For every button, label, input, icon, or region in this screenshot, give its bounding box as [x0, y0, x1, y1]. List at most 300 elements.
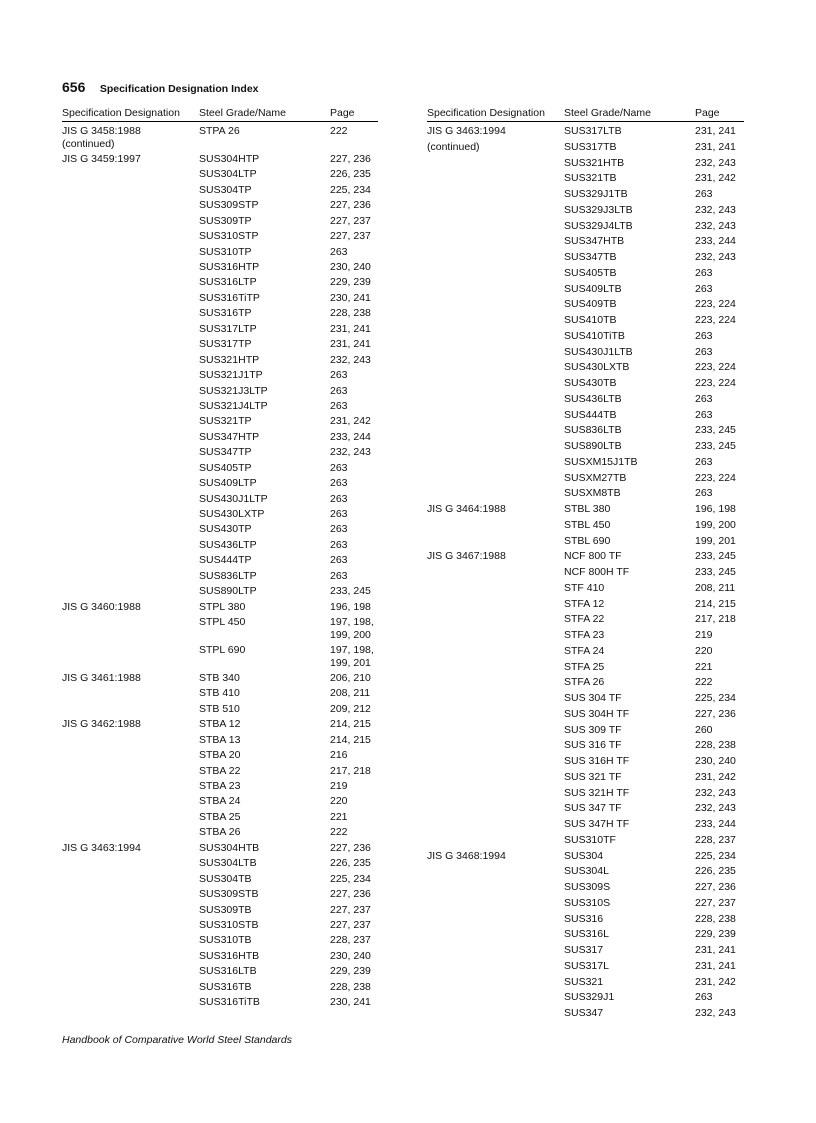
row-spec-designation — [62, 477, 199, 492]
row-steel-grade: SUS409LTB — [564, 282, 622, 295]
row-spec-designation — [62, 215, 199, 230]
row-spec-designation — [427, 708, 564, 724]
row-page: 263 — [330, 492, 348, 505]
row-spec-designation — [62, 415, 199, 430]
row-spec-designation — [62, 230, 199, 245]
row-spec-designation — [427, 298, 564, 314]
row-page: 232, 243 — [330, 446, 371, 459]
row-spec-designation — [427, 645, 564, 661]
row-spec-designation — [62, 184, 199, 199]
row-steel-grade: STFA 25 — [564, 660, 605, 673]
row-steel-grade: STBA 13 — [199, 733, 241, 746]
row-steel-grade: SUS836LTP — [199, 569, 257, 582]
row-steel-grade: STFA 22 — [564, 613, 605, 626]
row-page: 223, 224 — [695, 361, 736, 374]
row-page: 229, 239 — [695, 928, 736, 941]
header-steel-grade: Steel Grade/Name — [564, 107, 651, 119]
row-spec-designation — [62, 246, 199, 261]
index-row — [427, 535, 744, 551]
index-row — [427, 550, 744, 566]
row-spec-designation — [427, 424, 564, 440]
row-spec-designation: JIS G 3460:1988 — [62, 600, 141, 613]
row-page: 263 — [330, 523, 348, 536]
row-spec-designation — [62, 950, 199, 965]
header-page: Page — [330, 107, 355, 119]
row-spec-designation — [427, 487, 564, 503]
row-page: 206, 210 — [330, 671, 371, 684]
row-spec-designation — [62, 934, 199, 949]
index-row — [427, 566, 744, 582]
index-row — [427, 1007, 744, 1023]
row-page: 214, 215 — [330, 718, 371, 731]
row-steel-grade: SUS309STB — [199, 888, 259, 901]
index-row — [427, 598, 744, 614]
index-row — [427, 897, 744, 913]
index-row — [62, 718, 378, 733]
row-spec-designation — [427, 330, 564, 346]
index-row — [427, 676, 744, 692]
index-row — [427, 645, 744, 661]
index-row — [427, 755, 744, 771]
row-spec-designation — [62, 996, 199, 1011]
row-page: 263 — [330, 461, 348, 474]
row-steel-grade: SUS347HTB — [564, 235, 625, 248]
row-spec-designation — [427, 897, 564, 913]
row-steel-grade: SUS329J1TB — [564, 188, 628, 200]
row-steel-grade: SUS321J4LTP — [199, 399, 268, 412]
row-page: 227, 236 — [330, 841, 371, 854]
row-page: 223, 224 — [695, 377, 736, 389]
row-page: 233, 244 — [695, 235, 736, 248]
row-steel-grade: SUS321J3LTP — [199, 384, 268, 397]
index-row — [62, 215, 378, 230]
row-spec-designation — [427, 976, 564, 992]
row-page: 233, 244 — [330, 430, 371, 443]
index-row — [62, 246, 378, 261]
row-page: 263 — [695, 991, 713, 1004]
row-page: 227, 236 — [330, 199, 371, 212]
index-row — [427, 188, 744, 204]
row-steel-grade: SUS310TP — [199, 245, 252, 258]
row-page: 219 — [695, 629, 713, 641]
row-page: 233, 245 — [695, 550, 736, 563]
index-row — [62, 369, 378, 384]
row-steel-grade: SUS309TB — [199, 903, 252, 916]
row-steel-grade: SUS 347H TF — [564, 818, 630, 830]
index-row — [62, 446, 378, 461]
index-row — [62, 934, 378, 949]
row-steel-grade: SUS436LTB — [564, 392, 622, 405]
row-spec-designation — [427, 361, 564, 377]
row-steel-grade: SUS329J4LTB — [564, 219, 633, 232]
index-row — [427, 220, 744, 236]
row-spec-designation — [427, 881, 564, 897]
row-page: 226, 235 — [695, 865, 736, 878]
row-steel-grade: SUS890LTP — [199, 585, 257, 598]
row-spec-designation — [62, 508, 199, 523]
row-spec-designation — [427, 346, 564, 362]
row-spec-designation — [427, 613, 564, 629]
row-page: 221 — [695, 660, 713, 673]
row-spec-designation — [62, 462, 199, 477]
row-page: 220 — [330, 795, 348, 808]
row-page: 263 — [330, 554, 348, 567]
row-steel-grade: SUS444TP — [199, 554, 252, 567]
row-page: 196, 198 — [695, 503, 736, 515]
row-spec-designation — [427, 661, 564, 677]
row-steel-grade: SUS347TP — [199, 446, 252, 459]
row-page: 227, 237 — [330, 214, 371, 227]
row-page: 232, 243 — [695, 156, 736, 169]
row-page: 233, 245 — [695, 566, 736, 578]
row-page: 263 — [330, 369, 348, 382]
index-row — [62, 539, 378, 554]
index-row — [62, 184, 378, 199]
row-page: 222 — [695, 676, 713, 689]
row-steel-grade: SUS 316H TF — [564, 755, 630, 767]
row-spec-designation — [427, 582, 564, 598]
row-page: 263 — [695, 487, 713, 500]
index-row — [427, 708, 744, 724]
row-page: 263 — [695, 329, 713, 342]
row-steel-grade: SUS309TP — [199, 214, 252, 227]
index-row — [427, 834, 744, 850]
index-row — [62, 919, 378, 934]
index-row — [62, 749, 378, 764]
row-steel-grade: STBL 450 — [564, 518, 611, 531]
row-steel-grade: SUS410TiTB — [564, 329, 625, 342]
row-spec-designation — [62, 873, 199, 888]
row-spec-designation — [427, 991, 564, 1007]
row-page: 223, 224 — [695, 314, 736, 326]
row-steel-grade: SUS317 — [564, 944, 604, 956]
index-row — [62, 644, 378, 672]
row-steel-grade: SUS430J1LTB — [564, 345, 633, 358]
row-page: 229, 239 — [330, 276, 371, 289]
index-row — [427, 818, 744, 834]
row-page: 230, 241 — [330, 996, 371, 1009]
row-page: 199, 201 — [695, 534, 736, 547]
row-steel-grade: SUS 304H TF — [564, 707, 630, 720]
row-spec-designation — [427, 755, 564, 771]
index-row — [427, 724, 744, 740]
row-spec-designation — [427, 235, 564, 251]
row-spec-designation — [427, 220, 564, 236]
row-page: 225, 234 — [695, 692, 736, 704]
index-row — [427, 251, 744, 267]
row-spec-designation — [427, 724, 564, 740]
row-spec-designation — [62, 539, 199, 554]
row-steel-grade: SUS405TB — [564, 266, 617, 279]
right-index-rows — [427, 122, 744, 1023]
row-page: 227, 236 — [330, 152, 371, 165]
header-page: Page — [695, 107, 720, 119]
row-spec-designation — [427, 377, 564, 393]
row-steel-grade: STBA 24 — [199, 795, 241, 808]
index-row — [427, 802, 744, 818]
index-row — [427, 881, 744, 897]
row-spec-designation — [427, 629, 564, 645]
row-page: 232, 243 — [695, 203, 736, 216]
row-page: 231, 241 — [695, 944, 736, 956]
row-page: 232, 243 — [695, 786, 736, 799]
row-spec-designation: (continued) — [427, 140, 480, 153]
row-spec-designation — [427, 172, 564, 188]
row-page: 214, 215 — [695, 597, 736, 610]
row-page: 230, 240 — [695, 755, 736, 767]
row-steel-grade: SUS317LTP — [199, 322, 257, 335]
row-page: 231, 242 — [330, 415, 371, 428]
row-page: 263 — [695, 282, 713, 295]
row-page: 197, 198, 199, 200 — [330, 616, 374, 641]
row-page: 209, 212 — [330, 702, 371, 715]
index-row — [62, 276, 378, 291]
row-spec-designation — [427, 566, 564, 582]
row-page: 231, 241 — [330, 322, 371, 335]
index-row — [427, 409, 744, 425]
row-spec-designation — [427, 802, 564, 818]
index-row — [62, 888, 378, 903]
row-steel-grade: SUS 347 TF — [564, 802, 622, 815]
row-spec-designation — [62, 354, 199, 369]
row-spec-designation — [427, 283, 564, 299]
row-page: 214, 215 — [330, 733, 371, 746]
row-spec-designation: JIS G 3463:1994 — [427, 125, 506, 137]
row-steel-grade: SUS321HTP — [199, 353, 260, 366]
header-spec-designation: Specification Designation — [62, 107, 180, 119]
row-page: 263 — [695, 266, 713, 279]
row-spec-designation — [427, 519, 564, 535]
row-spec-designation — [427, 1007, 564, 1023]
row-page: 225, 234 — [695, 849, 736, 862]
row-spec-designation — [62, 446, 199, 461]
row-steel-grade: SUS304LTP — [199, 168, 257, 181]
header-spec-designation: Specification Designation — [427, 107, 545, 119]
row-page: 222 — [330, 125, 348, 137]
row-steel-grade: SUS316TB — [199, 980, 252, 993]
row-page: 227, 236 — [330, 888, 371, 901]
row-page: 226, 235 — [330, 857, 371, 870]
row-page: 217, 218 — [330, 764, 371, 777]
index-row — [62, 199, 378, 214]
row-steel-grade: SUSXM8TB — [564, 487, 621, 500]
row-steel-grade: SUS317TP — [199, 338, 252, 351]
index-row — [62, 153, 378, 168]
row-spec-designation — [427, 960, 564, 976]
row-steel-grade: STFA 26 — [564, 676, 605, 689]
index-row — [427, 314, 744, 330]
index-row — [62, 996, 378, 1011]
row-steel-grade: SUS316HTB — [199, 949, 260, 962]
row-page: 220 — [695, 644, 713, 657]
row-steel-grade: SUS310STP — [199, 230, 259, 243]
row-page: 228, 238 — [330, 980, 371, 993]
row-spec-designation — [62, 585, 199, 600]
row-steel-grade: SUS304HTP — [199, 152, 260, 165]
row-page: 232, 243 — [695, 219, 736, 232]
row-steel-grade: SUS316 — [564, 912, 604, 925]
row-steel-grade: SUS347TB — [564, 251, 617, 263]
row-spec-designation — [62, 292, 199, 307]
row-spec-designation — [427, 472, 564, 488]
row-spec-designation — [62, 981, 199, 996]
page-number: 656 — [62, 79, 86, 95]
row-page: 231, 241 — [695, 959, 736, 972]
row-spec-designation — [62, 261, 199, 276]
row-spec-designation — [427, 771, 564, 787]
index-row — [62, 811, 378, 826]
index-row — [62, 415, 378, 430]
row-steel-grade: STPL 450 — [199, 616, 246, 629]
row-steel-grade: SUS310STB — [199, 918, 259, 931]
row-spec-designation — [427, 598, 564, 614]
row-steel-grade: SUS409LTP — [199, 477, 257, 490]
row-spec-designation — [427, 818, 564, 834]
left-column-headers — [62, 106, 378, 122]
row-steel-grade: STPA 26 — [199, 125, 240, 137]
left-index-rows — [62, 122, 378, 1012]
row-spec-designation — [62, 919, 199, 934]
row-steel-grade: SUS304L — [564, 865, 609, 878]
row-page: 230, 240 — [330, 261, 371, 273]
row-steel-grade: SUS321TB — [564, 172, 617, 185]
index-row — [62, 323, 378, 338]
row-steel-grade: SUSXM27TB — [564, 471, 627, 484]
row-spec-designation — [427, 692, 564, 708]
row-steel-grade: SUS304 — [564, 849, 604, 862]
index-row — [62, 400, 378, 415]
index-row — [427, 204, 744, 220]
row-spec-designation — [62, 323, 199, 338]
index-row — [62, 904, 378, 919]
row-page: 263 — [330, 477, 348, 490]
row-page: 231, 242 — [695, 172, 736, 185]
index-row — [427, 361, 744, 377]
row-steel-grade: SUSXM15J1TB — [564, 455, 638, 468]
row-spec-designation — [62, 904, 199, 919]
index-row — [427, 629, 744, 645]
row-steel-grade: SUS310TF — [564, 833, 616, 846]
row-spec-designation — [62, 749, 199, 764]
index-row — [62, 826, 378, 841]
index-row — [427, 346, 744, 362]
index-row — [62, 734, 378, 749]
row-spec-designation: JIS G 3463:1994 — [62, 841, 141, 854]
index-row — [427, 377, 744, 393]
left-index-column — [62, 106, 378, 1012]
index-row — [427, 613, 744, 629]
row-steel-grade: SUS329J1 — [564, 991, 615, 1004]
row-steel-grade: SUS329J3LTB — [564, 203, 633, 216]
index-row — [62, 477, 378, 492]
index-row — [427, 141, 744, 157]
row-page: 232, 243 — [330, 353, 371, 366]
right-column-headers — [427, 106, 744, 122]
index-row — [62, 125, 378, 153]
row-spec-designation: JIS G 3464:1988 — [427, 503, 506, 515]
index-row — [62, 292, 378, 307]
row-steel-grade: SUS309S — [564, 881, 611, 893]
row-steel-grade: SUS316HTP — [199, 261, 260, 273]
row-page: 219 — [330, 780, 348, 792]
row-spec-designation — [427, 393, 564, 409]
row-steel-grade: STBL 690 — [564, 534, 611, 547]
row-steel-grade: NCF 800H TF — [564, 566, 630, 578]
row-page: 227, 236 — [695, 881, 736, 893]
row-page: 232, 243 — [695, 1007, 736, 1019]
index-row — [427, 991, 744, 1007]
row-page: 197, 198, 199, 201 — [330, 644, 374, 669]
index-row — [427, 456, 744, 472]
row-steel-grade: SUS 321H TF — [564, 786, 630, 799]
row-spec-designation — [427, 188, 564, 204]
row-spec-designation — [427, 928, 564, 944]
index-row — [427, 503, 744, 519]
row-page: 228, 237 — [330, 934, 371, 947]
row-spec-designation — [62, 687, 199, 702]
row-spec-designation: JIS G 3468:1994 — [427, 849, 506, 862]
row-page: 199, 200 — [695, 518, 736, 531]
row-spec-designation — [62, 616, 199, 644]
row-steel-grade: SUS316TiTB — [199, 996, 260, 1009]
row-spec-designation — [427, 676, 564, 692]
row-spec-designation — [427, 251, 564, 267]
row-spec-designation — [427, 314, 564, 330]
row-spec-designation — [62, 795, 199, 810]
row-steel-grade: STB 340 — [199, 671, 240, 684]
row-steel-grade: SUS321J1TP — [199, 369, 263, 382]
row-page: 231, 241 — [695, 125, 736, 137]
row-page: 227, 237 — [330, 903, 371, 916]
row-spec-designation — [427, 440, 564, 456]
page-footer: Handbook of Comparative World Steel Standards — [62, 1034, 292, 1046]
index-row — [62, 431, 378, 446]
row-spec-designation — [62, 431, 199, 446]
index-row — [427, 692, 744, 708]
row-page: 263 — [330, 569, 348, 582]
row-steel-grade: SUS321HTB — [564, 156, 625, 169]
row-steel-grade: STB 510 — [199, 702, 240, 715]
row-page: 227, 237 — [695, 896, 736, 909]
row-steel-grade: SUS317LTB — [564, 125, 622, 137]
index-row — [427, 661, 744, 677]
page-header — [62, 79, 259, 97]
row-spec-designation — [62, 369, 199, 384]
row-page: 222 — [330, 826, 348, 839]
index-row — [62, 554, 378, 569]
row-spec-designation — [62, 644, 199, 672]
row-page: 260 — [695, 723, 713, 736]
row-spec-designation — [427, 913, 564, 929]
index-row — [62, 508, 378, 523]
row-steel-grade: SUS304TB — [199, 872, 252, 885]
row-steel-grade: SUS316L — [564, 928, 609, 941]
row-spec-designation — [62, 826, 199, 841]
row-spec-designation — [62, 199, 199, 214]
row-page: 221 — [330, 810, 348, 823]
row-steel-grade: STPL 380 — [199, 600, 246, 613]
row-spec-designation — [62, 703, 199, 718]
row-steel-grade: SUS316LTB — [199, 965, 257, 978]
row-spec-designation — [62, 385, 199, 400]
row-spec-designation — [427, 409, 564, 425]
row-page: 231, 241 — [330, 338, 371, 351]
row-steel-grade: SUS836LTB — [564, 424, 622, 437]
row-page: 233, 245 — [695, 440, 736, 452]
row-steel-grade: STBA 20 — [199, 749, 241, 762]
row-steel-grade: SUS347HTP — [199, 430, 260, 443]
index-row — [62, 261, 378, 276]
